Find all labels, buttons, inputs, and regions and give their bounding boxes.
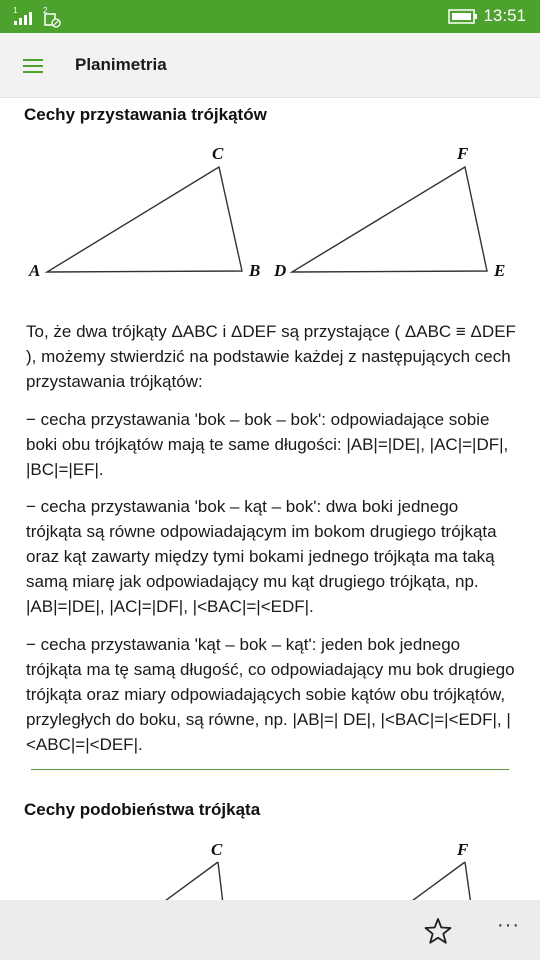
triangle-2-side	[397, 862, 465, 900]
vertex-e-label: E	[494, 261, 506, 280]
triangle-def	[292, 167, 487, 272]
section-title-similarity: Cechy podobieństwa trójkąta	[24, 800, 261, 819]
bottom-app-bar	[0, 900, 540, 960]
vertex-b-label: B	[249, 261, 261, 280]
section-title-congruence: Cechy przystawania trójkątów	[24, 105, 267, 124]
paragraph-asa: − cecha przystawania 'kąt – bok – kąt': jeden bok jednego trójkąta ma tę samą długość, co odpowiadający mu bok drugiego trójkąta oraz miary odpowiadających sobie kątów obu trójkątów, przyległych do boku, są równe, np. |AB|=| DE|, |<BAC|=|<EDF|, |<ABC|=|<DEF|.	[26, 635, 515, 754]
sim1-label: 1	[13, 6, 18, 15]
menu-button[interactable]	[16, 49, 50, 83]
congruent-triangles-figure	[0, 137, 540, 287]
vertex-c-label: C	[211, 840, 223, 859]
hamburger-icon	[23, 59, 43, 73]
vertex-a-label: A	[29, 261, 41, 280]
battery-icon	[448, 9, 478, 24]
similar-triangles-figure	[0, 837, 540, 900]
vertex-f-label: F	[457, 840, 469, 859]
star-icon[interactable]	[424, 917, 452, 945]
clock: 13:51	[483, 6, 526, 25]
more-button[interactable]: ···	[497, 914, 520, 936]
section-divider	[31, 769, 509, 770]
vertex-f-label: F	[457, 144, 469, 163]
app-bar	[0, 33, 540, 98]
triangle-abc	[47, 167, 242, 272]
vertex-c-label: C	[212, 144, 224, 163]
triangle-1-side	[150, 862, 218, 900]
sim2-label: 2	[43, 6, 48, 15]
content-area[interactable]	[0, 97, 540, 900]
triangle-2-side	[465, 862, 472, 900]
paragraph-sss: − cecha przystawania 'bok – bok – bok': odpowiadające sobie boki obu trójkątów mają te same długości: |AB|=|DE|, |AC|=|DF|, |BC|=|EF|.	[26, 410, 509, 479]
signal-icon	[4, 3, 64, 29]
vertex-d-label: D	[274, 261, 287, 280]
triangle-1-side	[218, 862, 224, 900]
paragraph-sas: − cecha przystawania 'bok – kąt – bok': dwa boki jednego trójkąta są równe odpowiadającym im bokom drugiego trójkąta oraz kąt zawarty między tymi bokami jednego trójkąta ma taką samą miarę jak odpowiadający mu kąt drugiego trójkąta, np. |AB|=|DE|, |AC|=|DF|, |<BAC|=|<EDF|.	[26, 497, 497, 616]
paragraph-intro: To, że dwa trójkąty ΔABC i ΔDEF są przystające ( ΔABC ≡ ΔDEF ), możemy stwierdzić na podstawie każdej z następujących cech przystawania trójkątów:	[26, 322, 516, 391]
page-title: Planimetria	[75, 55, 167, 74]
status-bar	[0, 0, 540, 33]
